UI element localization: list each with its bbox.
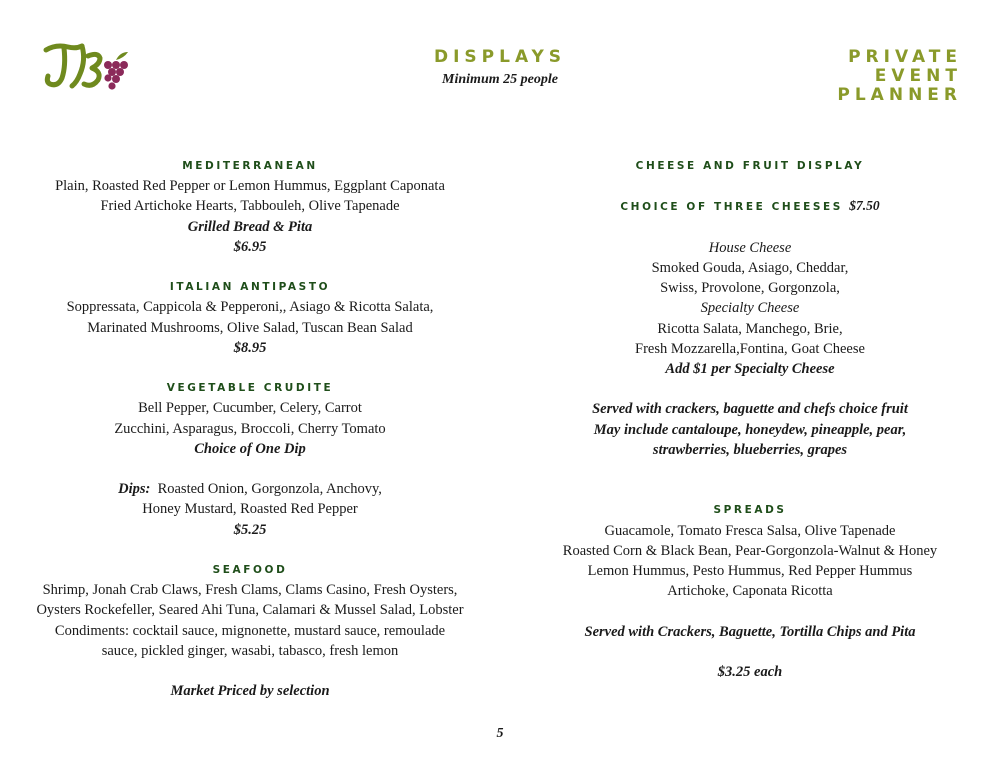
house-cheese-label: House Cheese: [708, 239, 792, 256]
logo-mark: [42, 40, 134, 96]
jts-logo: [42, 40, 134, 96]
menu-line: sauce, pickled ginger, wasabi, tabasco, fresh lemon: [101, 642, 399, 659]
choice-heading-text: CHOICE OF THREE CHEESES: [620, 201, 843, 214]
menu-line: Swiss, Provolone, Gorgonzola,: [660, 280, 840, 297]
spreads-section: [530, 500, 970, 682]
right-column: [530, 156, 970, 682]
menu-line: Condiments: cocktail sauce, mignonette, mustard sauce, remoulade: [54, 622, 446, 639]
menu-line: Marinated Mushrooms, Olive Salad, Tuscan Bean Salad: [87, 319, 413, 336]
choice-heading: [530, 196, 970, 217]
page-subtitle: Minimum 25 people: [442, 72, 558, 87]
menu-line: Fried Artichoke Hearts, Tabbouleh, Olive Tapenade: [100, 198, 400, 215]
menu-note: Choice of One Dip: [194, 440, 306, 457]
page-number: 5: [496, 726, 504, 741]
specialty-cheese-label: Specialty Cheese: [700, 300, 800, 317]
menu-note: Served with Crackers, Baguette, Tortilla Chips and Pita: [584, 623, 916, 640]
page-title: DISPLAYS: [433, 47, 567, 67]
antipasto-section: [30, 277, 470, 358]
section-heading: ITALIAN ANTIPASTO: [169, 281, 331, 294]
menu-line: Lemon Hummus, Pesto Hummus, Red Pepper Hummus: [587, 562, 913, 579]
menu-price: $5.25: [233, 521, 267, 538]
menu-price: $7.50: [849, 198, 880, 214]
menu-line: Artichoke, Caponata Ricotta: [667, 583, 833, 600]
planner-line: PLANNER: [837, 85, 962, 105]
private-event-planner-heading: [837, 47, 962, 105]
menu-note: Market Priced by selection: [170, 683, 330, 700]
section-heading: SEAFOOD: [212, 564, 288, 576]
menu-line: Roasted Corn & Black Bean, Pear-Gorgonzola-Walnut & Honey: [562, 542, 938, 559]
menu-line: Oysters Rockefeller, Seared Ahi Tuna, Calamari & Mussel Salad, Lobster: [36, 602, 464, 619]
menu-note: May include cantaloupe, honeydew, pineapple, pear,: [593, 421, 907, 438]
menu-line: Fresh Mozzarella,Fontina, Goat Cheese: [635, 340, 865, 357]
menu-price: $6.95: [233, 238, 267, 255]
cheese-section: [530, 156, 970, 460]
menu-note: Grilled Bread & Pita: [187, 218, 313, 235]
menu-line: Soppressata, Cappicola & Pepperoni,, Asiago & Ricotta Salata,: [66, 299, 434, 316]
seafood-section: [30, 560, 470, 701]
menu-line: Guacamole, Tomato Fresca Salsa, Olive Tapenade: [604, 522, 896, 539]
left-column: [30, 156, 470, 701]
menu-line: Bell Pepper, Cucumber, Celery, Carrot: [138, 400, 362, 417]
section-heading: VEGETABLE CRUDITE: [166, 382, 334, 395]
menu-note: strawberries, blueberries, grapes: [652, 441, 848, 458]
menu-line: Smoked Gouda, Asiago, Cheddar,: [651, 259, 849, 276]
menu-note: Add $1 per Specialty Cheese: [665, 361, 835, 377]
menu-line: Plain, Roasted Red Pepper or Lemon Hummus, Eggplant Caponata: [55, 178, 445, 195]
section-heading: CHEESE AND FRUIT DISPLAY: [635, 160, 865, 172]
menu-line: Ricotta Salata, Manchego, Brie,: [657, 320, 843, 337]
planner-line: EVENT: [874, 66, 962, 86]
menu-price: $8.95: [233, 339, 267, 356]
dips-options: Roasted Onion, Gorgonzola, Anchovy,: [157, 481, 382, 498]
dips-line: [30, 479, 470, 499]
crudite-section: [30, 378, 470, 540]
mediterranean-section: [30, 156, 470, 257]
menu-line: Honey Mustard, Roasted Red Pepper: [142, 501, 358, 518]
section-heading: MEDITERRANEAN: [182, 160, 318, 172]
planner-line: PRIVATE: [848, 47, 962, 67]
menu-line: Zucchini, Asparagus, Broccoli, Cherry Tomato: [114, 420, 386, 437]
section-heading: SPREADS: [713, 504, 787, 517]
dips-label: Dips:: [118, 481, 151, 498]
menu-price: $3.25 each: [717, 663, 783, 680]
menu-line: Shrimp, Jonah Crab Claws, Fresh Clams, Clams Casino, Fresh Oysters,: [42, 582, 458, 599]
menu-note: Served with crackers, baguette and chefs choice fruit: [592, 401, 908, 418]
